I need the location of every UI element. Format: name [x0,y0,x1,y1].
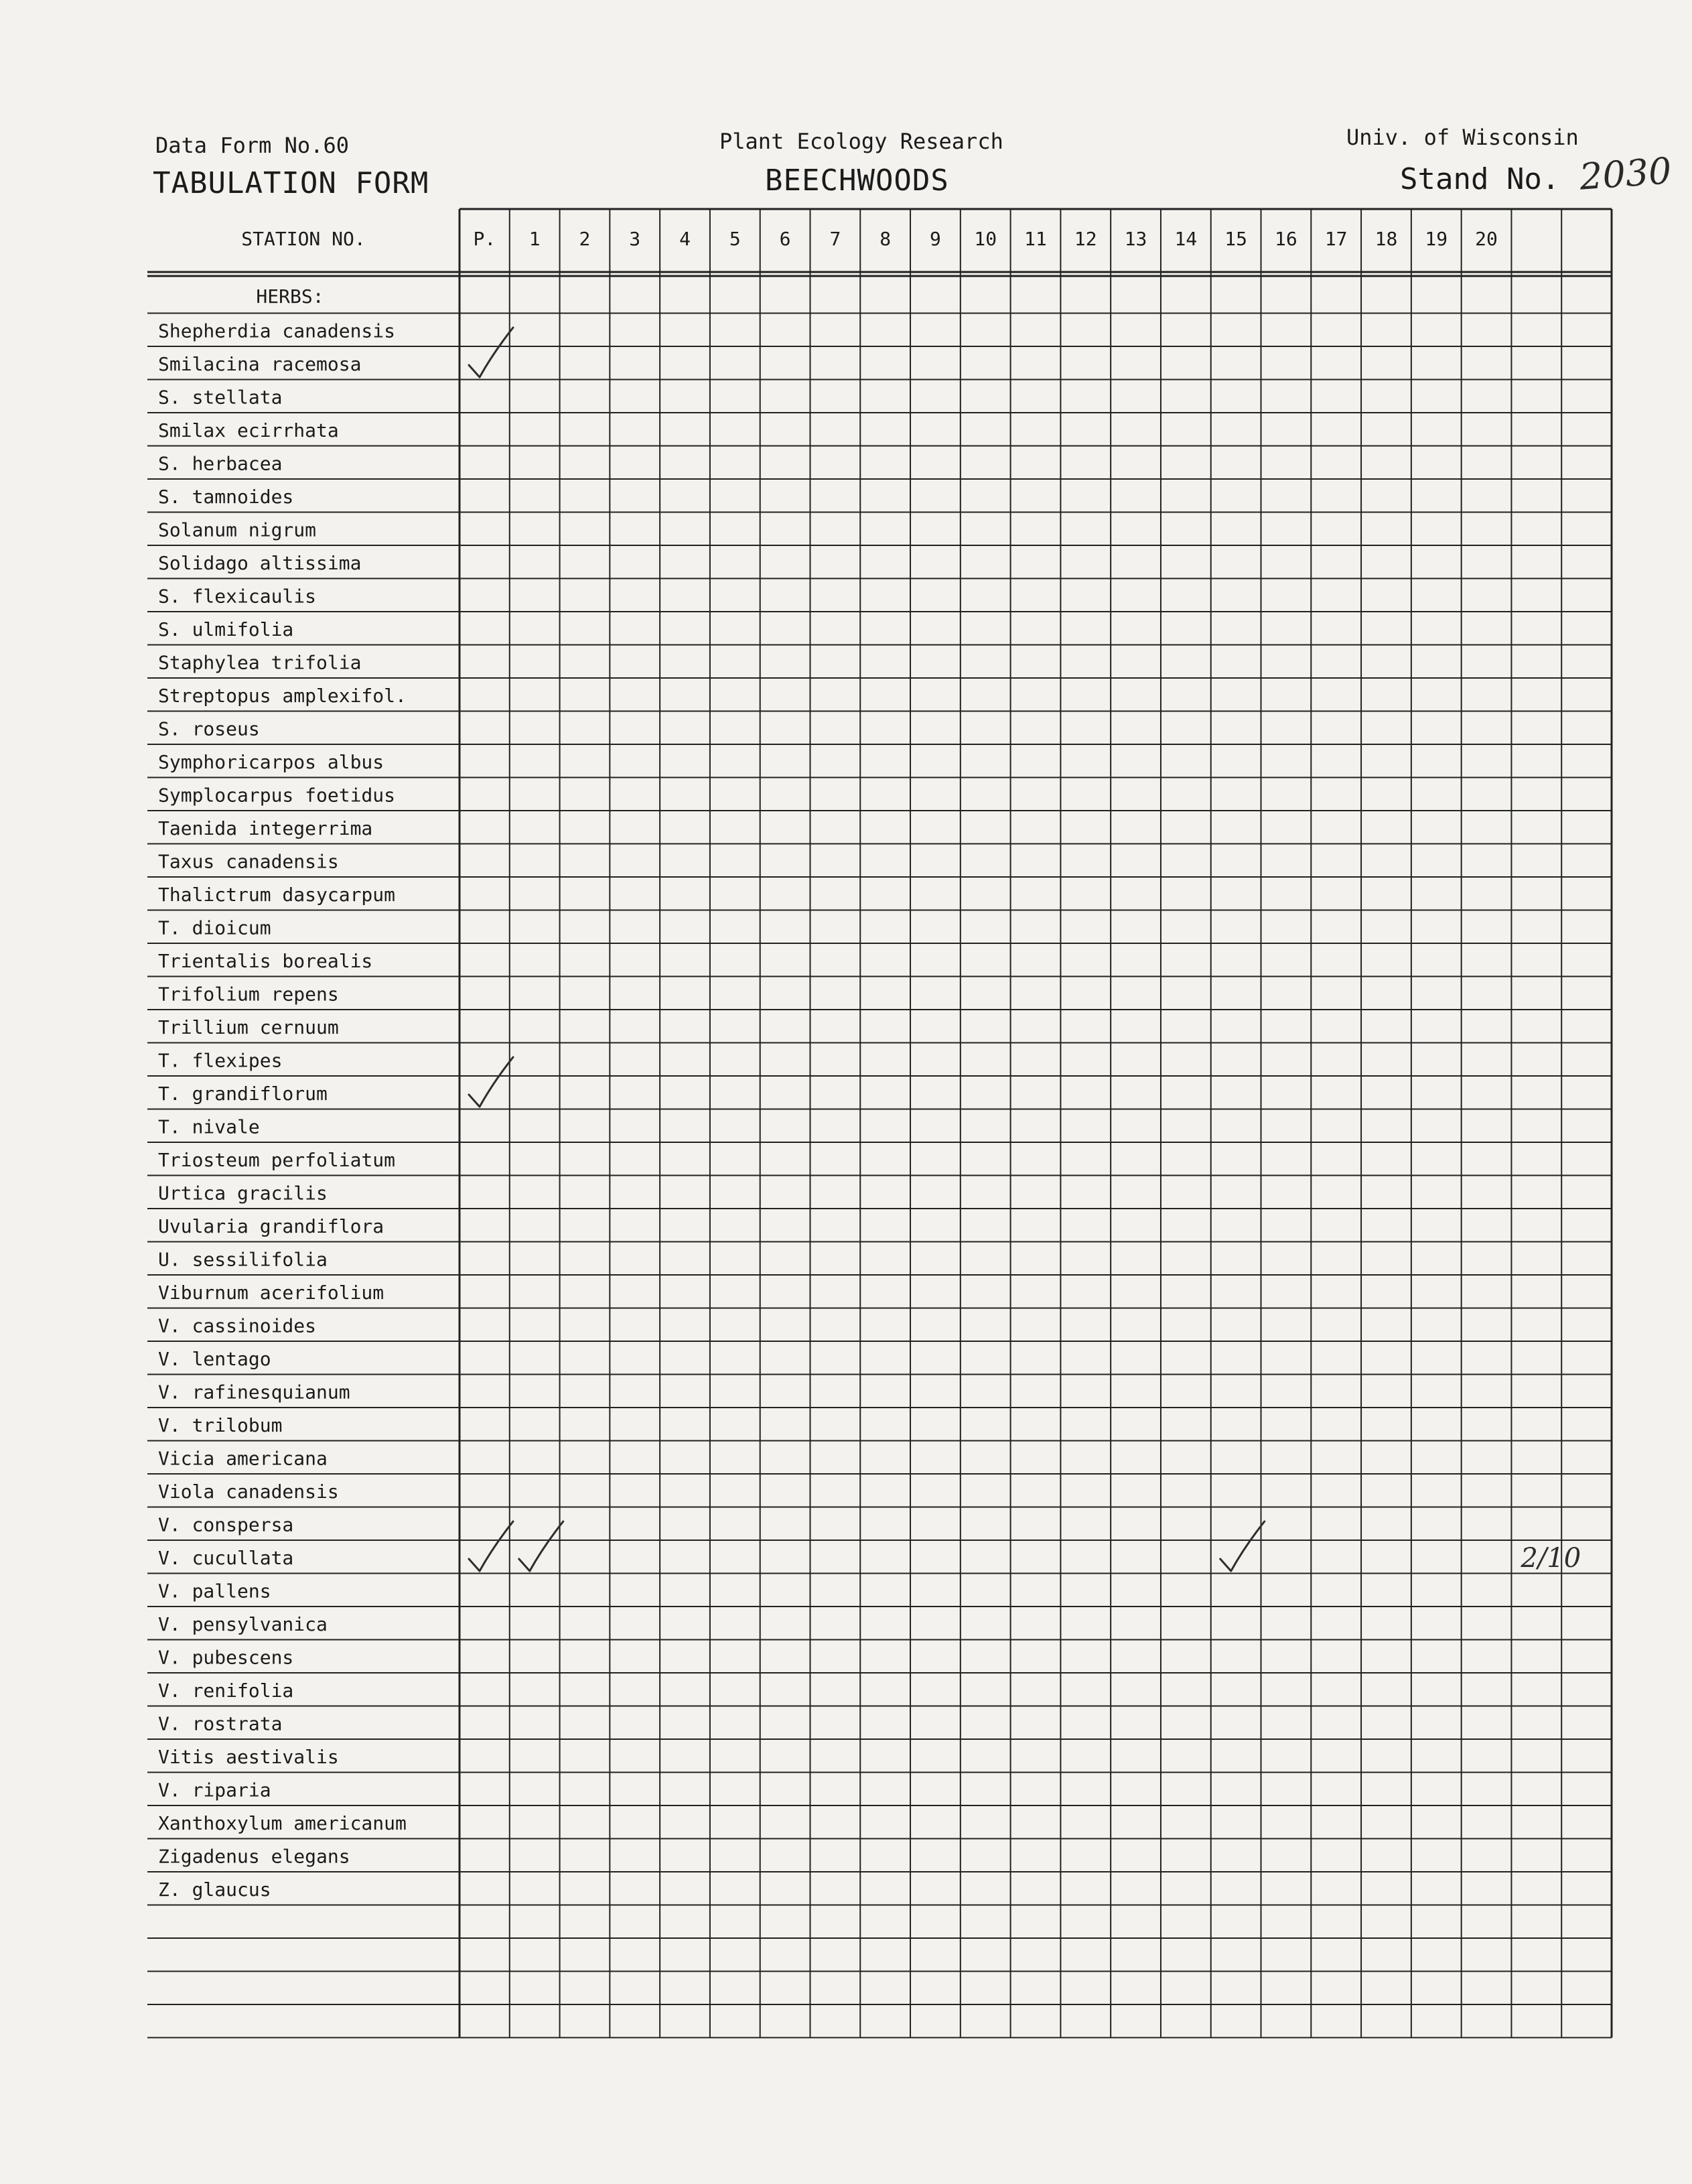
form-subtitle: BEECHWOODS [765,163,949,198]
checkmark [519,1521,563,1571]
species-label: V. renifolia [158,1680,294,1702]
species-label: Vicia americana [158,1447,328,1470]
species-label: V. trilobum [158,1414,283,1436]
column-header: 1 [528,228,541,250]
handwritten-entry: 2/10 [1521,1543,1581,1574]
species-label: Smilax ecirrhata [158,419,339,441]
species-label: Streptopus amplexifol. [158,685,407,707]
species-label: Symplocarpus foetidus [158,784,396,807]
column-header: 20 [1475,228,1498,250]
species-label: V. pallens [158,1580,271,1602]
column-header: 9 [930,228,941,250]
checkmark [469,1057,513,1107]
species-label: S. roseus [158,718,260,740]
column-header: 10 [974,228,997,250]
species-label: S. ulmifolia [158,618,294,640]
species-label: Urtica gracilis [158,1182,328,1205]
species-label: V. conspersa [158,1513,294,1536]
species-label: Symphoricarpos albus [158,751,384,773]
form-number: Data Form No.60 [155,133,349,158]
species-label: Viola canadensis [158,1481,339,1503]
species-label: Viburnum acerifolium [158,1282,384,1304]
species-label: Shepherdia canadensis [158,320,396,342]
species-label: U. sessilifolia [158,1248,328,1271]
species-label: Trillium cernuum [158,1016,339,1038]
species-label: Trientalis borealis [158,950,373,972]
species-label: Staphylea trifolia [158,651,362,674]
species-label: Uvularia grandiflora [158,1215,384,1237]
species-label: V. pubescens [158,1646,294,1669]
stand-label: Stand No. [1400,162,1560,196]
species-label: V. pensylvanica [158,1613,328,1635]
species-label: S. flexicaulis [158,585,317,608]
species-label: S. tamnoides [158,486,294,508]
species-label: T. dioicum [158,916,271,939]
species-label: V. riparia [158,1779,271,1801]
column-header: 17 [1324,228,1348,250]
species-label: V. rafinesquianum [158,1381,350,1404]
column-header: 4 [679,228,691,250]
column-header: P. [473,228,496,250]
checkmark [469,328,513,377]
column-header: 5 [729,228,741,250]
section-label: HERBS: [256,285,324,308]
checkmark [469,1521,513,1571]
species-label: S. herbacea [158,452,283,475]
species-label: Xanthoxylum americanum [158,1812,407,1834]
species-label: Solidago altissima [158,552,362,574]
column-header: 14 [1174,228,1198,250]
column-header: 18 [1374,228,1398,250]
checkmark [1220,1521,1265,1571]
species-label: T. flexipes [158,1049,283,1072]
column-header: 19 [1425,228,1448,250]
species-label: Zigadenus elegans [158,1845,350,1868]
species-label: Z. glaucus [158,1879,271,1901]
species-label: T. nivale [158,1115,260,1138]
column-header: 16 [1275,228,1297,250]
form-title: TABULATION FORM [153,166,429,200]
column-header: 6 [779,228,791,250]
column-header: 15 [1224,228,1247,250]
column-header: 8 [879,228,892,250]
species-label: V. cucullata [158,1547,294,1569]
column-header: 3 [629,228,641,250]
station-header: STATION NO. [241,228,366,250]
column-header: 2 [579,228,591,250]
species-label: Solanum nigrum [158,519,317,541]
species-label: S. stellata [158,386,283,409]
species-label: V. rostrata [158,1712,283,1735]
species-label: Smilacina racemosa [158,353,362,375]
species-label: Trifolium repens [158,983,339,1006]
species-label: V. lentago [158,1348,271,1370]
column-header: 13 [1124,228,1147,250]
column-header: 12 [1074,228,1097,250]
species-label: Vitis aestivalis [158,1746,339,1768]
species-label: Triosteum perfoliatum [158,1149,396,1171]
species-label: Taenida integerrima [158,817,373,839]
org-title: Plant Ecology Research [719,129,1003,154]
species-label: T. grandiflorum [158,1083,328,1105]
species-label: Taxus canadensis [158,850,339,873]
species-label: Thalictrum dasycarpum [158,884,396,906]
species-label: V. cassinoides [158,1314,317,1337]
column-header: 11 [1024,228,1047,250]
stand-number-handwritten: 2030 [1577,149,1673,198]
institution: Univ. of Wisconsin [1346,125,1579,150]
column-header: 7 [829,228,841,250]
